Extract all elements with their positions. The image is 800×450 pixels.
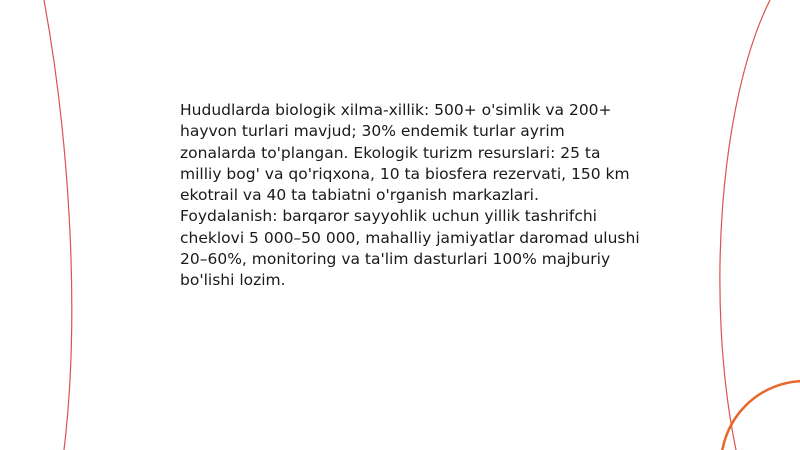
right-arc [720,0,770,450]
left-arc [44,0,72,450]
body-text: Hududlarda biologik xilma-xillik: 500+ o'simlik va 200+ hayvon turlari mavjud; 30% endemik turlar ayrim zonalarda to'plangan. Ekologik turizm resurslari: 25 ta milliy bog' va qo'riqxona, 10 ta biosfera rezervati, 150 km ekotrail va 40 ta tabiatni o'rganish markazlari. Foydalanish: barqaror sayyohlik uchun yillik tashrifchi cheklovi 5 000–50 000, mahalliy jamiyatlar daromad ulushi 20–60%, monitoring va ta'lim dasturlari 100% majburiy bo'lishi lozim. [180,101,640,290]
orange-arc [721,381,800,450]
